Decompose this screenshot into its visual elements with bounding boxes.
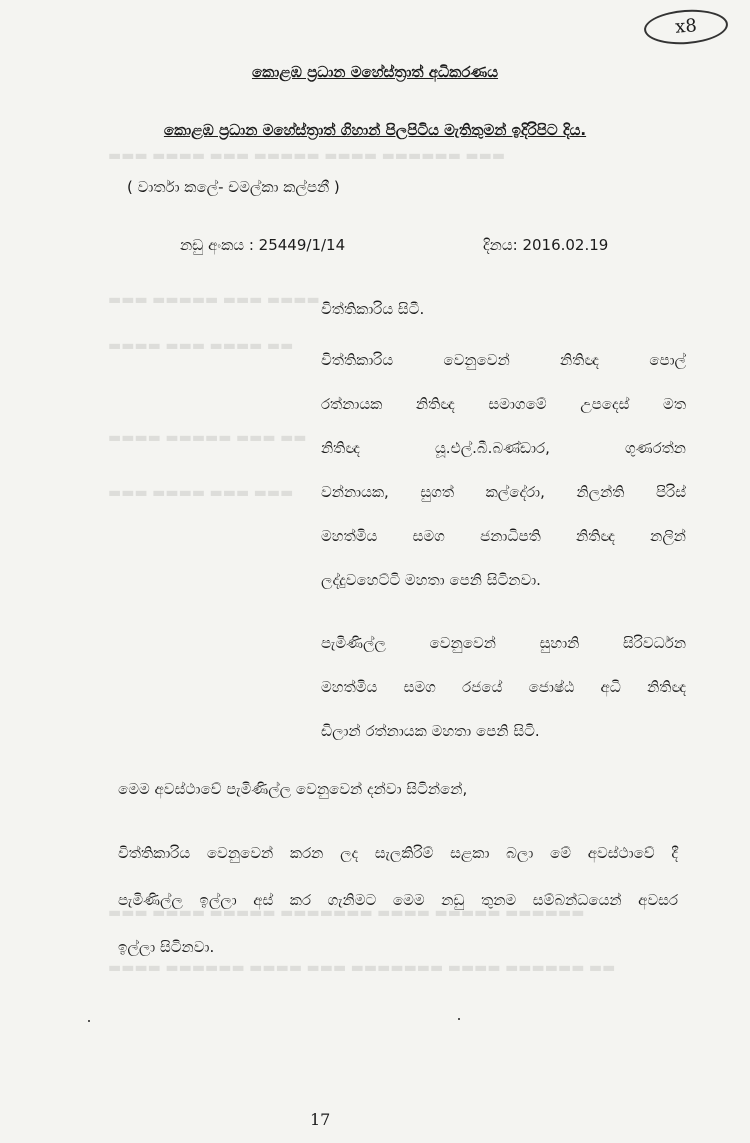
page-number: 17 (310, 1110, 331, 1129)
paragraph-line: නිතිඥ යූ.එල්.බී.බණ්ඩාර, ගුණරත්න (321, 439, 686, 457)
defendant-present: විත්තිකාරිය සිටී. (321, 300, 425, 318)
statement-intro: මෙම අවස්ථාවේ පැමිණිල්ල වෙනුවෙන් දන්වා සිටින්නේ, (118, 780, 468, 798)
bleed-through-text: ▬▬▬ ▬▬▬▬ ▬▬▬ ▬▬▬▬▬ ▬▬▬▬ ▬▬▬▬▬▬ ▬▬▬ (108, 148, 506, 164)
statement-paragraph (118, 830, 678, 971)
paragraph-line: වන්නායක, සුගත් කල්දේරා, නිලන්ති පිරිස් (321, 483, 686, 501)
prosecution-counsel-paragraph (321, 621, 686, 753)
paragraph-line: රත්නායක නිතිඥ සමාගමේ උපදෙස් මත (321, 395, 686, 413)
paragraph-line: විත්තිකාරිය වෙනුවෙන් නිතිඥ පොල් (321, 351, 686, 369)
paragraph-line: මහත්මිය සමග ජනාධිපති නිතිඥ නලින් (321, 527, 686, 545)
paragraph-line: මහත්මිය සමග රජයේ ජොෂ්ඨ අධි නිතිඥ (321, 678, 686, 696)
bleed-through-text: ▬▬▬▬ ▬▬▬▬▬ ▬▬▬ ▬▬ (108, 430, 307, 446)
paragraph-line: පැමිණිල්ල වෙනුවෙන් සුහානි සිරිවර්ධන (321, 634, 686, 652)
bleed-through-text: ▬▬▬ ▬▬▬▬ ▬▬▬▬▬ ▬▬▬▬▬▬▬ ▬▬▬▬ ▬▬▬▬▬ ▬▬▬▬▬▬ (108, 905, 585, 921)
scan-speck (88, 1020, 90, 1022)
case-number: නඩු අංකය : 25449/1/14 (180, 236, 346, 254)
bleed-through-text: ▬▬▬▬ ▬▬▬ ▬▬▬▬ ▬▬ (108, 338, 294, 354)
scan-speck (458, 1018, 460, 1020)
case-date: දිනය: 2016.02.19 (483, 236, 609, 254)
bench-heading: කොළඹ ප්‍රධාන මහේස්ත්‍රාත් ගිහාන් පිලපිටිය මැතිතුමන් ඉදිරිපිට දිය. (163, 121, 587, 139)
bleed-through-text: ▬▬▬ ▬▬▬▬ ▬▬▬ ▬▬▬ (108, 485, 294, 501)
defence-counsel-paragraph (321, 338, 686, 602)
paragraph-line: ලද්දුවහෙට්ටි මහතා පෙනි සිටිනවා. (321, 571, 541, 589)
handwritten-corner-mark: x8 (643, 7, 729, 47)
paragraph-line: ඉල්ලා සිටිනවා. (118, 938, 215, 956)
bleed-through-text: ▬▬▬▬ ▬▬▬▬▬▬ ▬▬▬▬ ▬▬▬ ▬▬▬▬▬▬▬ ▬▬▬▬ ▬▬▬▬▬▬ ▬▬ (108, 960, 616, 976)
paragraph-line: ඩිලාන් රත්නායක මහතා පෙනි සිටි. (321, 722, 540, 740)
paragraph-line: පැමිණිල්ල ඉල්ලා අස් කර ගැනිමට මෙම නඩු තුනම සම්බන්ධයෙන් අවසර (118, 891, 678, 909)
bleed-through-text: ▬▬▬ ▬▬▬▬▬ ▬▬▬ ▬▬▬▬ (108, 292, 320, 308)
reporter-line: ( වාර්තා කලේ- චමල්කා කල්පනී ) (127, 178, 340, 196)
court-heading: කොළඹ ප්‍රධාන මහේස්ත්‍රාත් අධිකරණය (251, 63, 499, 81)
paragraph-line: විත්තිකාරිය වෙනුවෙන් කරන ලද සැලකිරිම් සළකා බලා මේ අවස්ථාවේ දී (118, 844, 678, 862)
